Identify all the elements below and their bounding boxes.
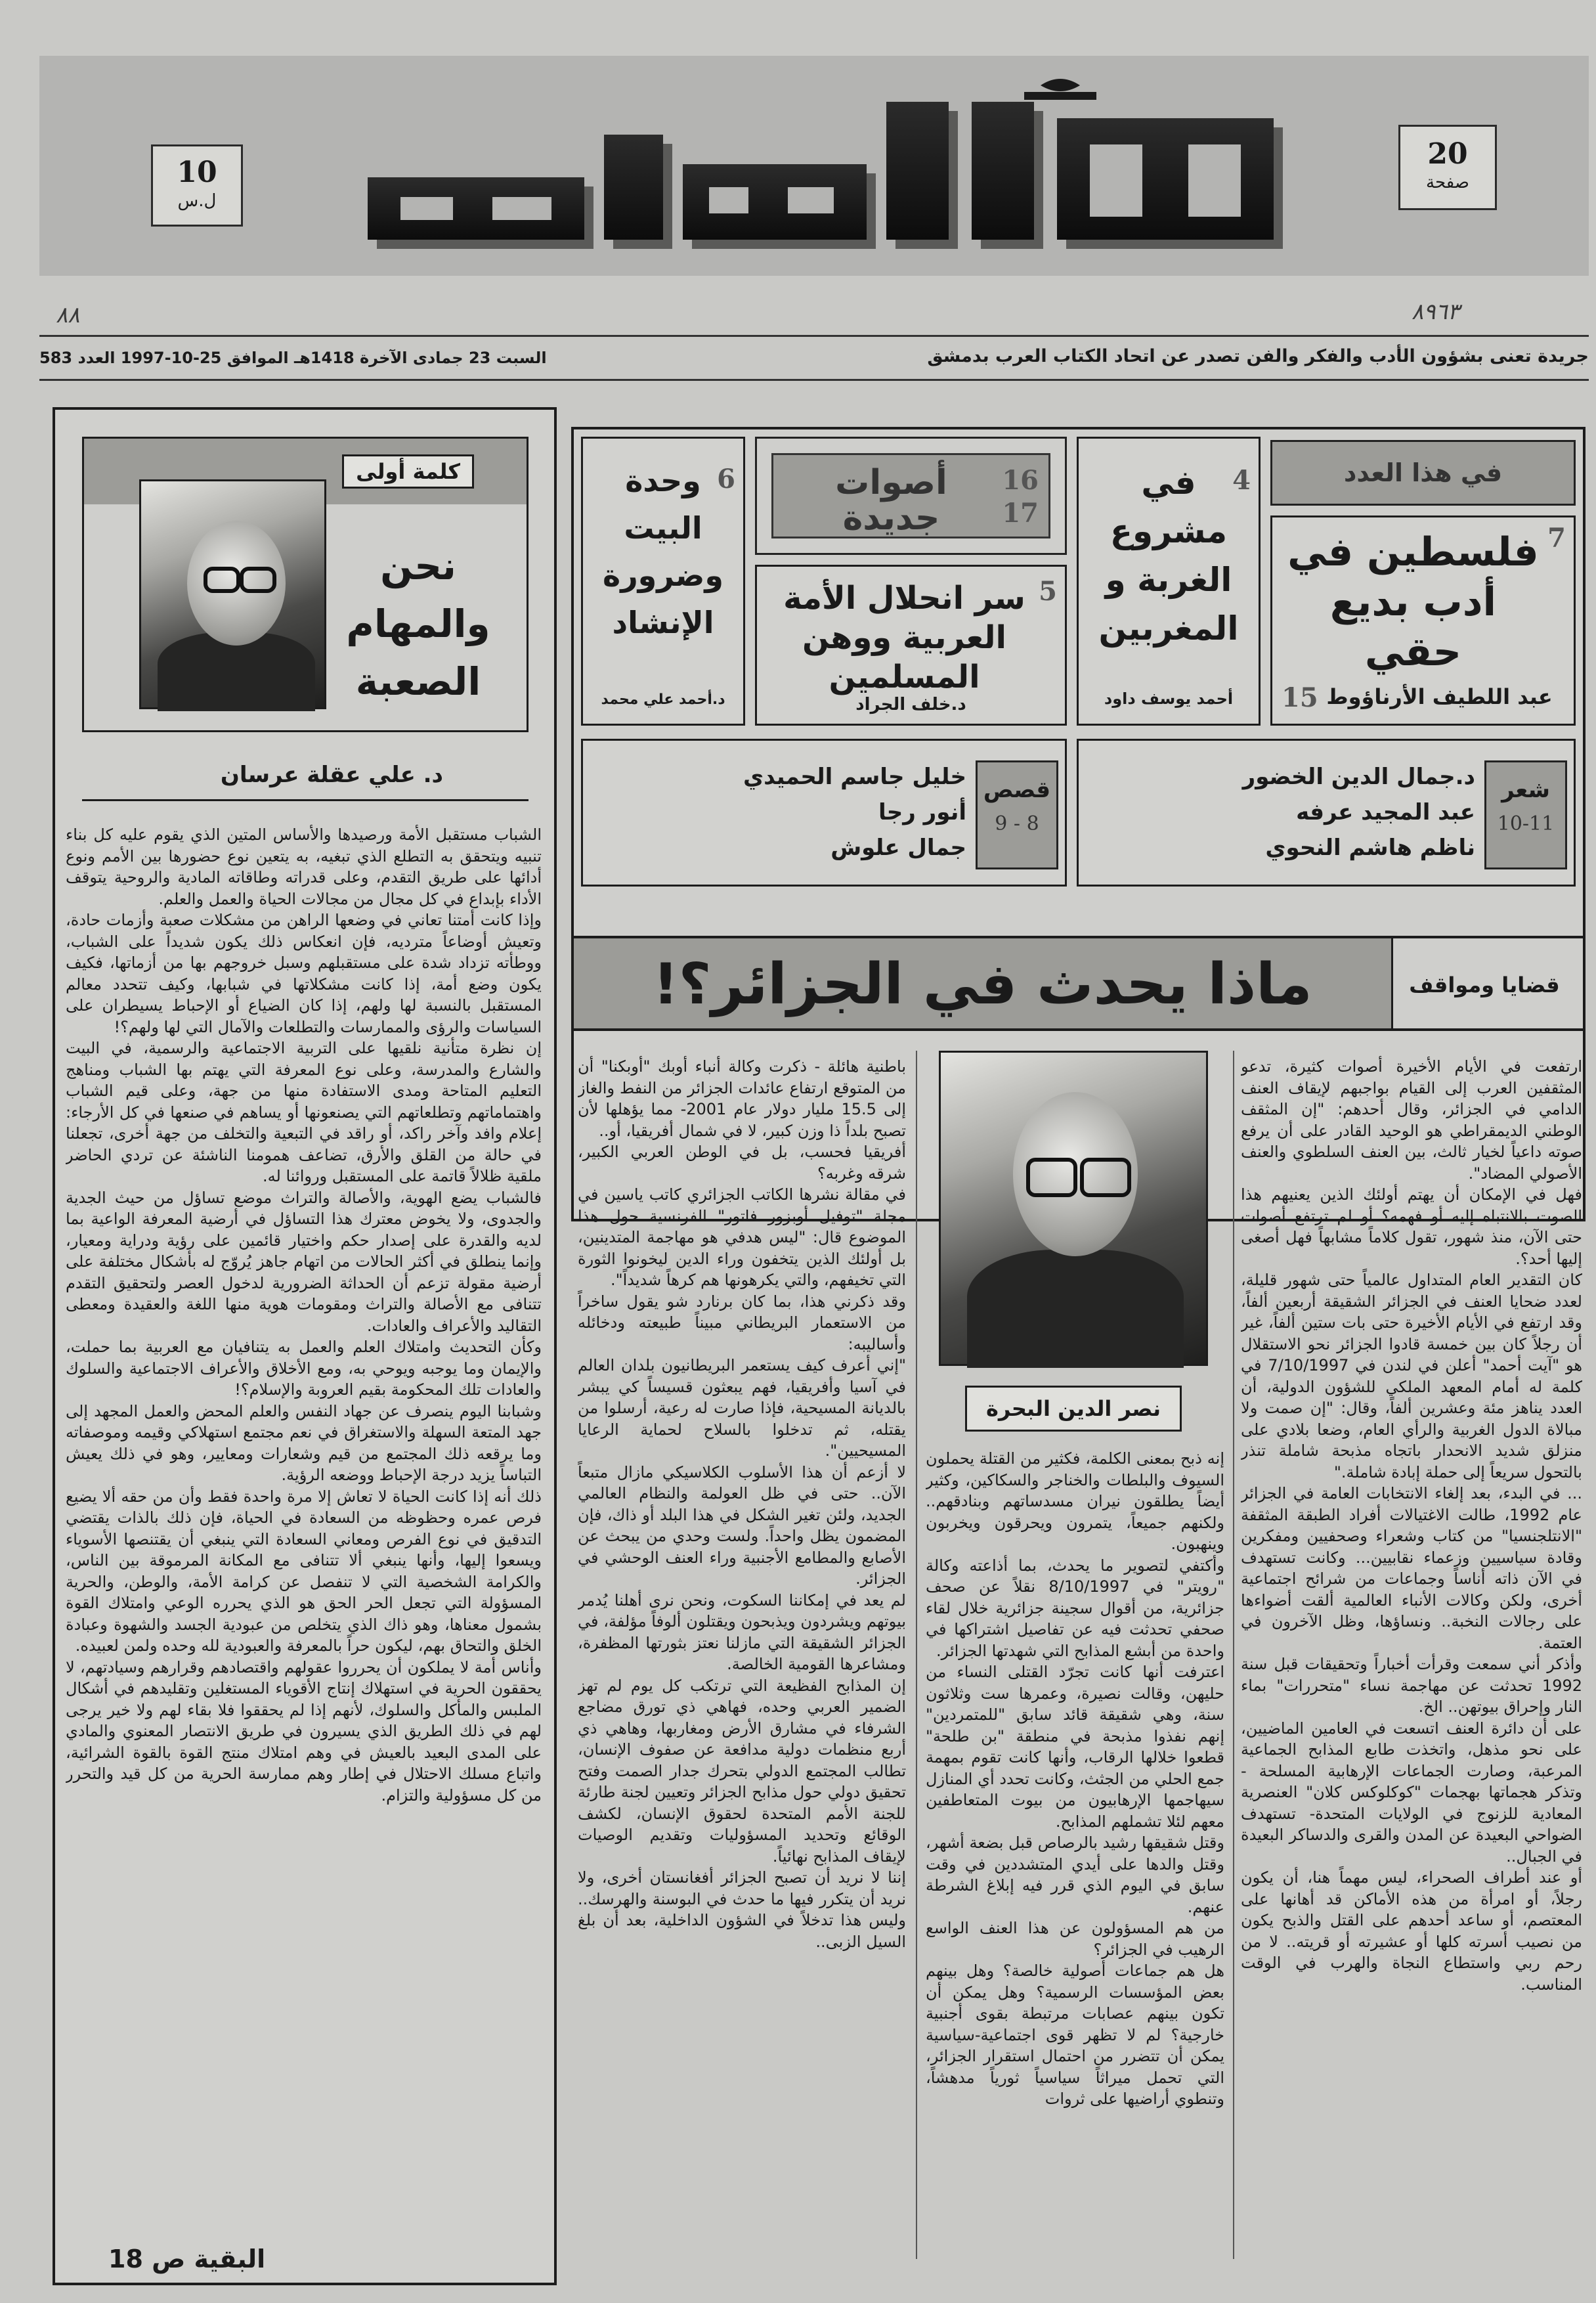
- item-4-author: أحمد يوسف داود: [1104, 690, 1234, 708]
- price-value: 10: [177, 156, 217, 189]
- paragraph: وقد ذكرني هذا، بما كان برنارد شو يقول ساخراً من الاستعمار البريطاني مبيناً طبيعته ودخائله وأساليبه:: [578, 1292, 906, 1353]
- column-rule: [916, 1051, 917, 2259]
- item-6-title: وحدة البيت وضرورة الإنشاد: [603, 463, 723, 640]
- paragraph: الشباب مستقبل الأمة ورصيدها والأساس المتين الذي يقوم عليه كل بناء تنبيه ويتحقق به التطلع الذي تبغيه، به يتعين نوع حضورها بين الأمم ونوع أدائها على طريق التقدم، وعلى قدراته وطاقاته المادية والروحية يتوقف الأداء بإبداع في كل مجال من مجالات الحياة والعمل والعلم.: [66, 825, 542, 908]
- paragraph: لم يعد في إمكاننا السكوت، ونحن نرى أهلنا يُدمر بيوتهم ويشردون ويذبحون ويقتلون ألوفاً مؤلفة، في الجزائر الشقيقة التي مازلنا نعتز بثورتها المظفرة، ومشاعرها القومية الخالصة.: [578, 1590, 906, 1673]
- story-author: جمال علوش: [830, 835, 966, 861]
- article-author-photo: [939, 1051, 1208, 1366]
- item-5-title: سر انحلال الأمة العربية ووهن المسلمين: [783, 580, 1025, 695]
- paragraph: إن نظرة متأنية نلقيها على التربية الاجتماعية والرسمية، في البيت والشارع والمدرسة، وعلى نوع المعرفة التي يهتم بها الشباب ومناهج التعليم المتاحة ومدى الاستفادة منها من جهة، وعلى قيم الشباب واهتماماتهم وتطلعاتهم التي يصنعونها أو يساهم في صنعها في كل الأرجاء: إعلام وافد وآخر راكد، أو راقد في التبعية والتخلف من جهة أخرى، تجعلنا في حالة من القلق والأرق، تضاعف همومنا الناشئة عن تردي الحاضر ملقية ظلالاً قاتمة على المستقبل وروائنا له.: [66, 1039, 542, 1185]
- contents-header: [1270, 440, 1576, 506]
- pages-box: [1398, 125, 1497, 210]
- item-7-author: عبد اللطيف الأرناؤوط: [1326, 684, 1553, 709]
- item-6-num: 6: [717, 464, 735, 494]
- item-4-title: في مشروع الغربة و المغربين: [1098, 464, 1239, 647]
- article-headline: ماذا يحدث في الجزائر؟!: [653, 952, 1312, 1017]
- paragraph: إنه ذبح بمعنى الكلمة، فكثير من القتلة يحملون السيوف والبلطات والخناجر والسكاكين، وكثير أيضاً يطلقون نيران مسدساتهم وبنادقهم.. ولكنهم جميعاً، يتمرون ويحرقون ويخربون وينهبون.: [926, 1449, 1224, 1553]
- item-7-author-num: 15: [1282, 682, 1318, 713]
- paragraph: من هم المسؤولون عن هذا العنف الواسع الرهيب في الجزائر؟: [926, 1919, 1224, 1959]
- editorial-body: [66, 824, 542, 2246]
- item-7-num: 7: [1547, 523, 1566, 554]
- poetry-label-box: [1484, 760, 1567, 869]
- masthead-logo: [341, 72, 1300, 269]
- paragraph: اعترفت أنها كانت تجرّد القتلى النساء من حليهن، وقالت نصيرة، وعمرها ست وثلاثون سنة، وهي شقيقة قائد سابق "للمتمردين" إنهم نفذوا مذبحة في منطقة "بن طلحة" قطعوا خلالها الرقاب، وأنها كانت تقوم بمهمة جمع الحلي من الجثث، وكانت تحدد أي المنازل سيهاجمها الإرهابيون من بيوت المتعاطفين معهم لئلا تشملهم المذابح.: [926, 1663, 1224, 1831]
- editorial-byline: [82, 755, 528, 801]
- story-author: أنور رجا: [878, 799, 966, 825]
- item-5-author: د.خلف الجراد: [855, 695, 966, 714]
- paragraph: لا أزعم أن هذا الأسلوب الكلاسيكي مازال متبعاً الآن.. حتى في ظل العولمة والنظام العالمي الجديد، ولئن تغير الشكل في هذا البلد أو ذاك، فإن المضمون يظل واحداً. ولست وحدي من يبحث عن الأصابع والمطامع الأجنبية وراء العنف الوحشي في الجزائر.: [578, 1462, 906, 1588]
- handwritten-note-right: ٨٩٦٣: [1412, 299, 1460, 325]
- contents-item-5[interactable]: [755, 565, 1067, 726]
- story-author: خليل جاسم الحميدي: [743, 764, 966, 790]
- price-box: [151, 144, 243, 227]
- editorial-author-photo: [139, 479, 326, 709]
- item-17-num: 17: [1002, 498, 1039, 529]
- paragraph: فالشباب يضع الهوية، والأصالة والتراث موضع تساؤل من حيث الجدية والجدوى، ولا يخوض معترك هذا التساؤل في أرضية المعرفة الواعية بما لديه والقدرة على إصدار حكم واختيار قائمين على رؤية ودراية ومعيار، وإنما ينطلق في أكثر الحالات من اتهام جاهز يُروّج له بأشكال مختلفة على أرضية مقولة تزعم أن الحداثة الضرورية لدخول العصر ولتحقيق التقدم تتنافى مع الأصالة والتراث ومقومات هوية منها اللغة والعقيدة ومعطى التقاليد والأعراف والعادات.: [66, 1188, 542, 1335]
- article-column-middle: [926, 1448, 1224, 2256]
- paragraph: كان التقدير العام المتداول عالمياً حتى شهور قليلة، لعدد ضحايا العنف في الجزائر الشقيقة أربعين ألفاً، وقد ارتفع في الأيام الأخيرة حتى بات ستين ألفاً، غير أن رجلاً كان بين خمسة قادوا الجزائر نحو الاستقلال هو "آيت أحمد" أعلن في لندن في 7/10/1997 في كلمة له أمام المعهد الملكي للشؤون الدولية، أن العدد يناهز مئة وعشرين ألفاً، وقال: "إن صمت ولا مبالاة الدول الغربية والرأي العام، وضعا بلادي على منزلق شديد الانحدار باتجاه مذبحة شاملة تنذر بالتحول سريعاً إلى حملة إبادة شاملة.": [1241, 1271, 1582, 1481]
- poetry-box[interactable]: [1077, 739, 1576, 887]
- stories-authors: [596, 759, 966, 866]
- item-4-num: 4: [1232, 465, 1251, 496]
- stories-box[interactable]: [581, 739, 1067, 887]
- paragraph: "إني أعرف كيف يستعمر البريطانيون بلدان العالم في آسيا وأفريقيا، فهم يبعثون قسيساً كي يبشر بالديانة المسيحية، فإذا صارت له رعية، أرسلوا من يقتله، ثم تدخلوا بالسلاح لحماية الرعايا المسيحيين".: [578, 1356, 906, 1460]
- article-section-label: قضايا ومواقف: [1409, 973, 1560, 998]
- article-author: نصر الدين البحرة: [986, 1396, 1161, 1421]
- paragraph: هل هم جماعات أصولية خالصة؟ وهل بينهم بعض المؤسسات الرسمية؟ وهل يمكن أن تكون بينهم عصابات مرتبطة بقوى أجنبية خارجية؟ لم لا تظهر قوى اجتماعية-سياسية يمكن أن تتضرر من احتمال استقرار الجزائر، التي تحمل ميراثاً سياسياً ثورياً مدهشاً، وتنطوي أراضيها على ثروات: [926, 1962, 1224, 2108]
- item-7-title: فلسطين في أدب بديع حقي: [1287, 529, 1539, 675]
- stories-label: قصص: [983, 777, 1051, 803]
- pages-label: صفحة: [1426, 173, 1469, 192]
- editorial-continuation[interactable]: البقية ص 18: [108, 2245, 266, 2273]
- paragraph: ذلك أنه إذا كانت الحياة لا تعاش إلا مرة واحدة فقط وأن من حقه ألا يضيع فرص عمره وحظوظه من السعادة في الحياة، فإن ذلك بالذات يقتضي التدقيق في نوع الفرص ومعاني السعادة التي ينبغي أن يقتنصها الأسوياء ويسعوا إليها، وأنها ينبغي ألا تتنافى مع المكانة المرموقة بين الناس، والكرامة الشخصية التي لا تنفصل عن كرامة الأمة، والوطن، والحرية المسؤولة التي تجعل الحر الحق هو الذي يحرره الوعي وامتلاك القوة بشمول معناها، وهو ذاك الذي يتخلص من عبودية الجسد والشهوة وعبادة الخلق والتحاق بهم، ليكون حراً بالمعرفة والعبودية لله وحده ولمن لعبيده.: [66, 1487, 542, 1655]
- paragraph: إننا لا نريد أن تصبح الجزائر أفغانستان أخرى، ولا نريد أن يتكرر فيها ما حدث في البوسنة والهرسك.. وليس هذا تدخلاً في الشؤون الداخلية، بعد أن بلغ السيل الزبى..: [578, 1868, 906, 1951]
- article-column-right: [1241, 1056, 1582, 2258]
- editorial-title: نحن والمهام الصعبة: [346, 544, 490, 704]
- paragraph: وأذكر أني سمعت وقرأت أخباراً وتحقيقات قبل سنة 1992 تحدثت عن مهاجمة نساء "متحررات" بماء النار وإحراق بيوتهن.. الخ.: [1241, 1655, 1582, 1716]
- paragraph: وشبابنا اليوم ينصرف عن جهاد النفس والعلم المحض والعمل المجهد إلى جهد المتعة السهلة والاستغراق في نعم مجتمع استهلاكي وقيمه وموصفاته وما يرقعه ذلك المجتمع من قيم وشعارات ومعايير، وهو في ذلك يعيش التباساً يزيد درجة الإحباط ووضعه الرؤية.: [66, 1401, 542, 1484]
- poetry-label: شعر: [1501, 777, 1550, 803]
- issue-meta: السبت 23 جمادى الآخرة 1418هـ الموافق 25-10-1997 العدد 583: [39, 349, 547, 367]
- paragraph: أو عند أطراف الصحراء، ليس مهماً هنا، أن يكون رجلاً، أو امرأة من هذه الأماكن قد أهانها على المعتصم، أو ساعد أحدهم على القتل والذبح يكون من نصيب أسرته كلها أو عشيرته أو قريته.. لا من رحم ربي واستطاع النجاة والهرب في الوقت المناسب.: [1241, 1868, 1582, 1994]
- tagline: جريدة تعنى بشؤون الأدب والفكر والفن تصدر عن اتحاد الكتاب العرب بدمشق: [927, 346, 1589, 366]
- article-title-band: [571, 936, 1585, 1031]
- paragraph: وأكتفي لتصوير ما يحدث، بما أذاعته وكالة "رويتر" في 8/10/1997 نقلاً عن صحف جزائرية، من أقوال سجينة جزائرية خلال لقاء صحفي تحدثت فيه عن تفاصيل اشتراكها في واحدة من أبشع المذابح التي شهدتها الجزائر.: [926, 1556, 1224, 1660]
- poet-name: د.جمال الدين الخضور: [1242, 764, 1475, 790]
- poet-name: عبد المجيد عرفه: [1296, 799, 1475, 825]
- article-author-caption: [965, 1386, 1182, 1432]
- info-bar: [39, 335, 1589, 381]
- contents-item-4[interactable]: [1077, 437, 1261, 726]
- editorial-author: د. علي عقلة عرسان: [220, 762, 443, 788]
- article-column-left: [578, 1056, 906, 2258]
- poet-name: ناظم هاشم النحوي: [1265, 835, 1475, 861]
- contents-item-16[interactable]: [755, 437, 1067, 555]
- paragraph: إن المذابح الفظيعة التي ترتكب كل يوم لم تهز الضمير العربي وحده، فهاهي ذي تورق مضاجع الشرفاء في مشارق الأرض ومغاربها، وهاهي ذي أربع منظمات دولية مدافعة عن صفوف الإنسان، تطالب المجتمع الدولي بتحرك جدار الصمت وفتح تحقيق دولي حول مذابح الجزائر وتعيين لجنة طارئة للجنة الأمم المتحدة لحقوق الإنسان، لكشف الوقائع وتحديد المسؤوليات وتقديم الوصيات لإيقاف المذابح نهائياً.: [578, 1676, 906, 1866]
- poetry-poets: [1092, 759, 1475, 866]
- contents-item-7[interactable]: [1270, 515, 1576, 726]
- price-label: ل.س: [177, 191, 217, 211]
- paragraph: وكأن التحديث وامتلاك العلم والعمل به يتنافيان مع العربية بما حملت، والإيمان وما يوجبه ويوحي به، ومع الأخلاق والأعراف الاجتماعية والسلوك والعادات تلك المحكومة بقيم العروبة والإسلام؟!: [66, 1338, 542, 1399]
- paragraph: وقتل شقيقها رشيد بالرصاص قبل بضعة أشهر، وقتل والدها على أيدي المتشددين في وقت سابق في اليوم الذي قرر فيه إبلاغ الشرطة عنهم.: [926, 1833, 1224, 1916]
- item-5-num: 5: [1039, 576, 1057, 607]
- contents-item-6[interactable]: [581, 437, 745, 726]
- stories-pages: 8 - 9: [995, 812, 1039, 835]
- paragraph: وأناس أمة لا يملكون أن يحرروا عقولهم واقتصادهم وقرارهم وسيادتهم، لا يحققون الحرية في استهلاك إنتاج الأقوياء المستغلين وتقليدهم في أشكال الملبس والمأكل والسلوك، لأنهم إذا لم يحققوا فلا بقاء لهم ولا خير يرجى لهم في ذلك الطريق الذي يسيرون في طريق الانتصار المعنوي والمادي على المدى البعيد بالعيش في وهم امتلاك منتج القوة بالقوة الشرائية، واتباع مسلك الاحتلال في إطار وهم ممارسة الحرية من كل قيد والتحرر من كل مسؤولية والتزام.: [66, 1657, 542, 1805]
- handwritten-note-left: ٨٨: [56, 302, 80, 328]
- stories-label-box: [976, 760, 1058, 869]
- item-6-author: د.أحمد علي محمد: [601, 691, 725, 708]
- paragraph: على أن دائرة العنف اتسعت في العامين الماضيين، على نحو مذهل، واتخذت طابع المذابح الجماعية المرعبة، وصارت الجماعات الإرهابية المسلحة - وتذكر هجماتها بهجمات "كوكلوكس كلان" العنصرية المعادية للزنوج في الولايات المتحدة- تستهدف الضواحي البعيدة عن المدن والقرى والدساكر البعيدة في الجبال..: [1241, 1719, 1582, 1866]
- paragraph: أفريقيا فحسب، بل في الوطن العربي الكبير، شرقه وغربه؟: [578, 1143, 906, 1183]
- paragraph: فهل في الإمكان أن يهتم أولئك الذين يعنيهم هذا الصوت بالانتباه إليه أو فهمه؟ أو لم ترتفع أصوات حتى الآن، منذ شهور، تقول كلاماً مشابهاً فهل أصغى إليها أحد؟.: [1241, 1185, 1582, 1268]
- item-16-num: 16: [1002, 465, 1039, 496]
- pages-value: 20: [1427, 137, 1468, 171]
- paragraph: وإذا كانت أمتنا تعاني في وضعها الراهن من مشكلات صعبة وأزمات حادة، وتعيش أوضاعاً مترديه، فإن انعكاس ذلك يكون شديداً على الشباب، ووطأته تزداد شدة على مستقبلهم وسبل خروجهم بها من أزماتها، فكيف يكون وضع أمة، إذا كانت مشكلاتها في شبابها، وكيف تتحدد معالم المستقبل بالنسبة لها ولهم، إذا كان الضياع أو الإحباط يسيطران على السياسات والرؤى والممارسات والتطلعات والآمال التي لها ولهم؟!: [66, 911, 542, 1036]
- poetry-pages: 10-11: [1497, 812, 1555, 835]
- paragraph: باطنية هائلة - ذكرت وكالة أنباء أوبك "أوبكنا" أن من المتوقع ارتفاع عائدات الجزائر من النفط والغاز إلى 15.5 مليار دولار عام 2001- مما يؤهلها لأن تصبح بلداً ذا وزن كبير، لا في شمال أفريقيا، أو..: [578, 1057, 906, 1140]
- paragraph: ... في البدء، بعد إلغاء الانتخابات العامة في الجزائر عام 1992، طالت الاغتيالات أفراد الطبقة المثقفة "الانتلجنسيا" من كتاب وشعراء وصحفيين ومفكرين وقادة سياسيين وزعماء نقابيين... وكانت تستهدف في الآن ذاته أناساً وجماعات من شرائح اجتماعية أخرى، ولكن وكالات الأنباء العالمية ألقت أضواءها على رجالات النخبة.. ونساؤها، وظل الآخرون في العتمة.: [1241, 1484, 1582, 1652]
- paragraph: ارتفعت في الأيام الأخيرة أصوات كثيرة، تدعو المثقفين العرب إلى القيام بواجبهم لإيقاف العنف الدامي في الجزائر، وقال أحدهم: "إن المثقف الوطني الديمقراطي هو الوحيد القادر على أن يرفع صوته داعياً لخيار ثالث، بين العنف السلطوي والعنف الأصولي المضاد".: [1241, 1057, 1582, 1183]
- item-16-title: أصوات جديدة: [835, 463, 947, 538]
- editorial-section-label: كلمة أولى: [342, 454, 474, 489]
- paragraph: في مقالة نشرها الكاتب الجزائري كاتب ياسين في مجلة "توفيل أوبزور فاتور" الفرنسية حول هذا الموضوع قال: "ليس هدفي هو مهاجمة المتدينين، بل أولئك الذين يتخفون وراء الدين ليخونوا الثورة التي تخيفهم، والتي يكرهونها هم كرهاً شديداً".: [578, 1185, 906, 1289]
- contents-header-text: في هذا العدد: [1343, 458, 1503, 487]
- column-rule: [1233, 1051, 1234, 2259]
